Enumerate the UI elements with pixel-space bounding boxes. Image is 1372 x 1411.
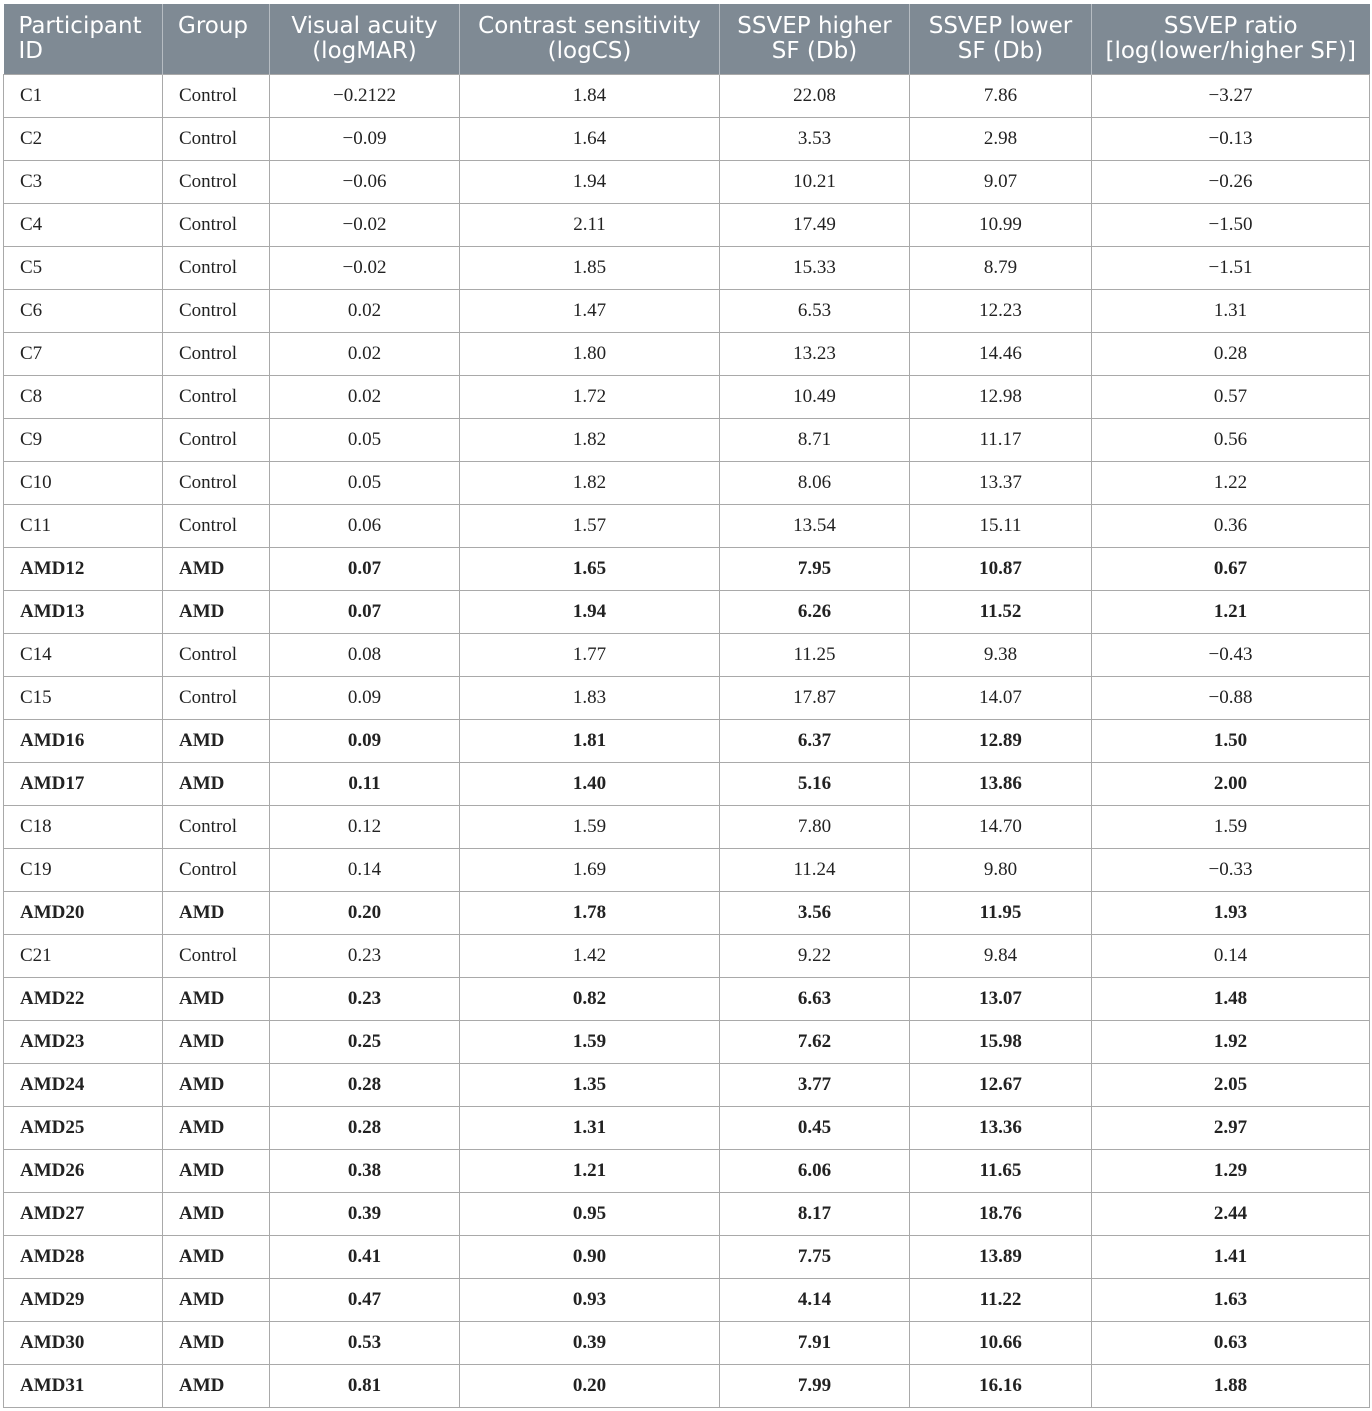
cell-ssvep-higher-sf: 17.49 [720, 203, 910, 246]
cell-contrast-sensitivity: 1.72 [460, 375, 720, 418]
header-ssvep-ratio: SSVEP ratio [log(lower/higher SF)] [1092, 4, 1370, 74]
cell-ssvep-lower-sf: 12.67 [910, 1063, 1092, 1106]
table-row [4, 1364, 1370, 1407]
cell-participant-id: AMD28 [4, 1235, 163, 1278]
cell-visual-acuity: 0.06 [270, 504, 460, 547]
cell-visual-acuity: 0.12 [270, 805, 460, 848]
cell-group: AMD [163, 1063, 270, 1106]
cell-contrast-sensitivity: 1.65 [460, 547, 720, 590]
cell-ssvep-lower-sf: 11.52 [910, 590, 1092, 633]
cell-contrast-sensitivity: 0.82 [460, 977, 720, 1020]
cell-contrast-sensitivity: 0.93 [460, 1278, 720, 1321]
cell-ssvep-higher-sf: 7.80 [720, 805, 910, 848]
table-row [4, 1063, 1370, 1106]
cell-ssvep-ratio: 1.41 [1092, 1235, 1370, 1278]
cell-participant-id: C19 [4, 848, 163, 891]
cell-ssvep-higher-sf: 8.17 [720, 1192, 910, 1235]
cell-visual-acuity: 0.81 [270, 1364, 460, 1407]
cell-ssvep-higher-sf: 9.22 [720, 934, 910, 977]
cell-ssvep-ratio: 1.59 [1092, 805, 1370, 848]
cell-participant-id: C1 [4, 74, 163, 117]
table-row [4, 1149, 1370, 1192]
cell-ssvep-higher-sf: 0.45 [720, 1106, 910, 1149]
table-row [4, 891, 1370, 934]
table-row [4, 977, 1370, 1020]
cell-participant-id: C21 [4, 934, 163, 977]
cell-participant-id: C11 [4, 504, 163, 547]
header-ssvep-lower-sf: SSVEP lower SF (Db) [910, 4, 1092, 74]
cell-ssvep-ratio: 0.14 [1092, 934, 1370, 977]
cell-group: AMD [163, 1106, 270, 1149]
cell-ssvep-higher-sf: 10.49 [720, 375, 910, 418]
cell-contrast-sensitivity: 1.82 [460, 461, 720, 504]
table-row [4, 1192, 1370, 1235]
cell-group: AMD [163, 891, 270, 934]
cell-ssvep-higher-sf: 11.24 [720, 848, 910, 891]
cell-ssvep-ratio: 1.63 [1092, 1278, 1370, 1321]
cell-visual-acuity: −0.06 [270, 160, 460, 203]
table-row [4, 547, 1370, 590]
cell-ssvep-lower-sf: 9.80 [910, 848, 1092, 891]
cell-ssvep-lower-sf: 12.89 [910, 719, 1092, 762]
table-row [4, 246, 1370, 289]
cell-visual-acuity: −0.02 [270, 203, 460, 246]
cell-ssvep-ratio: 0.57 [1092, 375, 1370, 418]
table-row [4, 1106, 1370, 1149]
cell-visual-acuity: 0.20 [270, 891, 460, 934]
cell-contrast-sensitivity: 1.82 [460, 418, 720, 461]
cell-visual-acuity: 0.38 [270, 1149, 460, 1192]
cell-contrast-sensitivity: 1.42 [460, 934, 720, 977]
cell-ssvep-lower-sf: 2.98 [910, 117, 1092, 160]
cell-group: Control [163, 332, 270, 375]
cell-participant-id: AMD16 [4, 719, 163, 762]
cell-ssvep-lower-sf: 9.07 [910, 160, 1092, 203]
table-row [4, 590, 1370, 633]
cell-ssvep-lower-sf: 18.76 [910, 1192, 1092, 1235]
cell-ssvep-higher-sf: 6.63 [720, 977, 910, 1020]
cell-ssvep-higher-sf: 6.06 [720, 1149, 910, 1192]
cell-ssvep-lower-sf: 13.89 [910, 1235, 1092, 1278]
cell-participant-id: AMD13 [4, 590, 163, 633]
table-row [4, 375, 1370, 418]
table-row [4, 676, 1370, 719]
cell-visual-acuity: 0.05 [270, 418, 460, 461]
cell-visual-acuity: 0.07 [270, 590, 460, 633]
cell-ssvep-lower-sf: 11.65 [910, 1149, 1092, 1192]
table-row [4, 418, 1370, 461]
cell-contrast-sensitivity: 1.80 [460, 332, 720, 375]
cell-visual-acuity: 0.05 [270, 461, 460, 504]
cell-ssvep-ratio: −0.43 [1092, 633, 1370, 676]
cell-participant-id: AMD12 [4, 547, 163, 590]
cell-participant-id: AMD20 [4, 891, 163, 934]
cell-ssvep-higher-sf: 7.91 [720, 1321, 910, 1364]
cell-ssvep-lower-sf: 14.46 [910, 332, 1092, 375]
cell-ssvep-higher-sf: 6.37 [720, 719, 910, 762]
cell-participant-id: AMD27 [4, 1192, 163, 1235]
cell-contrast-sensitivity: 1.83 [460, 676, 720, 719]
cell-ssvep-ratio: −0.26 [1092, 160, 1370, 203]
cell-ssvep-lower-sf: 9.38 [910, 633, 1092, 676]
cell-contrast-sensitivity: 1.69 [460, 848, 720, 891]
cell-contrast-sensitivity: 0.95 [460, 1192, 720, 1235]
participant-table [3, 4, 1370, 1408]
cell-ssvep-higher-sf: 13.23 [720, 332, 910, 375]
cell-ssvep-lower-sf: 10.66 [910, 1321, 1092, 1364]
cell-visual-acuity: 0.02 [270, 289, 460, 332]
cell-ssvep-higher-sf: 11.25 [720, 633, 910, 676]
cell-contrast-sensitivity: 1.94 [460, 160, 720, 203]
cell-participant-id: C5 [4, 246, 163, 289]
cell-group: AMD [163, 762, 270, 805]
cell-participant-id: C10 [4, 461, 163, 504]
cell-ssvep-higher-sf: 6.26 [720, 590, 910, 633]
cell-ssvep-higher-sf: 8.71 [720, 418, 910, 461]
cell-group: AMD [163, 547, 270, 590]
table-row [4, 504, 1370, 547]
cell-ssvep-ratio: −3.27 [1092, 74, 1370, 117]
cell-contrast-sensitivity: 1.84 [460, 74, 720, 117]
cell-group: AMD [163, 1278, 270, 1321]
table-row [4, 117, 1370, 160]
cell-ssvep-ratio: −1.50 [1092, 203, 1370, 246]
cell-group: AMD [163, 1192, 270, 1235]
cell-ssvep-ratio: 2.05 [1092, 1063, 1370, 1106]
cell-contrast-sensitivity: 0.20 [460, 1364, 720, 1407]
cell-ssvep-lower-sf: 13.37 [910, 461, 1092, 504]
cell-ssvep-higher-sf: 3.77 [720, 1063, 910, 1106]
cell-group: Control [163, 74, 270, 117]
cell-ssvep-ratio: 1.31 [1092, 289, 1370, 332]
table-row [4, 289, 1370, 332]
cell-group: AMD [163, 590, 270, 633]
cell-ssvep-higher-sf: 7.75 [720, 1235, 910, 1278]
cell-visual-acuity: 0.41 [270, 1235, 460, 1278]
cell-ssvep-ratio: −0.33 [1092, 848, 1370, 891]
cell-participant-id: C18 [4, 805, 163, 848]
cell-group: Control [163, 160, 270, 203]
cell-visual-acuity: 0.09 [270, 719, 460, 762]
table-row [4, 1235, 1370, 1278]
cell-ssvep-higher-sf: 8.06 [720, 461, 910, 504]
cell-participant-id: C9 [4, 418, 163, 461]
cell-ssvep-lower-sf: 13.86 [910, 762, 1092, 805]
cell-ssvep-higher-sf: 7.99 [720, 1364, 910, 1407]
cell-group: Control [163, 117, 270, 160]
cell-ssvep-higher-sf: 13.54 [720, 504, 910, 547]
cell-visual-acuity: 0.28 [270, 1106, 460, 1149]
cell-participant-id: C2 [4, 117, 163, 160]
cell-ssvep-ratio: 0.63 [1092, 1321, 1370, 1364]
cell-group: Control [163, 375, 270, 418]
cell-group: AMD [163, 1149, 270, 1192]
cell-visual-acuity: −0.02 [270, 246, 460, 289]
cell-visual-acuity: 0.07 [270, 547, 460, 590]
cell-ssvep-ratio: 0.28 [1092, 332, 1370, 375]
header-ssvep-higher-sf: SSVEP higher SF (Db) [720, 4, 910, 74]
cell-ssvep-higher-sf: 3.53 [720, 117, 910, 160]
cell-group: Control [163, 289, 270, 332]
cell-ssvep-lower-sf: 12.98 [910, 375, 1092, 418]
cell-visual-acuity: 0.14 [270, 848, 460, 891]
cell-participant-id: C6 [4, 289, 163, 332]
cell-ssvep-ratio: 1.88 [1092, 1364, 1370, 1407]
table-row [4, 1278, 1370, 1321]
cell-contrast-sensitivity: 1.59 [460, 805, 720, 848]
cell-ssvep-higher-sf: 7.62 [720, 1020, 910, 1063]
table-row [4, 633, 1370, 676]
cell-ssvep-ratio: 1.29 [1092, 1149, 1370, 1192]
table-row [4, 160, 1370, 203]
cell-ssvep-ratio: 0.56 [1092, 418, 1370, 461]
cell-participant-id: AMD17 [4, 762, 163, 805]
cell-ssvep-ratio: −1.51 [1092, 246, 1370, 289]
cell-ssvep-lower-sf: 11.17 [910, 418, 1092, 461]
cell-ssvep-lower-sf: 13.07 [910, 977, 1092, 1020]
table-row [4, 74, 1370, 117]
table-body [4, 74, 1370, 1407]
cell-contrast-sensitivity: 1.64 [460, 117, 720, 160]
cell-ssvep-lower-sf: 13.36 [910, 1106, 1092, 1149]
cell-contrast-sensitivity: 1.81 [460, 719, 720, 762]
cell-visual-acuity: 0.28 [270, 1063, 460, 1106]
header-group: Group [163, 4, 270, 74]
cell-visual-acuity: 0.02 [270, 375, 460, 418]
table-row [4, 461, 1370, 504]
cell-ssvep-lower-sf: 14.70 [910, 805, 1092, 848]
cell-visual-acuity: 0.25 [270, 1020, 460, 1063]
cell-ssvep-ratio: 1.50 [1092, 719, 1370, 762]
cell-ssvep-lower-sf: 11.22 [910, 1278, 1092, 1321]
cell-ssvep-lower-sf: 8.79 [910, 246, 1092, 289]
cell-visual-acuity: 0.02 [270, 332, 460, 375]
cell-contrast-sensitivity: 1.85 [460, 246, 720, 289]
cell-participant-id: AMD22 [4, 977, 163, 1020]
cell-group: Control [163, 633, 270, 676]
cell-participant-id: AMD29 [4, 1278, 163, 1321]
cell-contrast-sensitivity: 0.39 [460, 1321, 720, 1364]
cell-participant-id: AMD26 [4, 1149, 163, 1192]
cell-group: AMD [163, 1321, 270, 1364]
table-row [4, 805, 1370, 848]
cell-visual-acuity: 0.11 [270, 762, 460, 805]
cell-ssvep-ratio: 1.22 [1092, 461, 1370, 504]
cell-visual-acuity: 0.23 [270, 977, 460, 1020]
cell-participant-id: C15 [4, 676, 163, 719]
cell-group: AMD [163, 977, 270, 1020]
cell-ssvep-ratio: 2.00 [1092, 762, 1370, 805]
header-participant-id: Participant ID [4, 4, 163, 74]
cell-participant-id: AMD25 [4, 1106, 163, 1149]
cell-contrast-sensitivity: 1.78 [460, 891, 720, 934]
cell-group: Control [163, 418, 270, 461]
table-row [4, 719, 1370, 762]
cell-group: Control [163, 676, 270, 719]
cell-visual-acuity: 0.53 [270, 1321, 460, 1364]
cell-group: Control [163, 461, 270, 504]
cell-contrast-sensitivity: 0.90 [460, 1235, 720, 1278]
cell-visual-acuity: 0.09 [270, 676, 460, 719]
cell-group: Control [163, 848, 270, 891]
cell-group: AMD [163, 719, 270, 762]
table-row [4, 203, 1370, 246]
cell-contrast-sensitivity: 1.35 [460, 1063, 720, 1106]
cell-ssvep-higher-sf: 6.53 [720, 289, 910, 332]
cell-ssvep-ratio: 1.48 [1092, 977, 1370, 1020]
cell-visual-acuity: 0.08 [270, 633, 460, 676]
cell-group: Control [163, 246, 270, 289]
cell-ssvep-ratio: 2.44 [1092, 1192, 1370, 1235]
cell-ssvep-ratio: 1.92 [1092, 1020, 1370, 1063]
table-row [4, 934, 1370, 977]
header-row [4, 4, 1370, 74]
cell-participant-id: C4 [4, 203, 163, 246]
cell-ssvep-ratio: 0.67 [1092, 547, 1370, 590]
cell-visual-acuity: −0.09 [270, 117, 460, 160]
cell-contrast-sensitivity: 1.94 [460, 590, 720, 633]
cell-participant-id: AMD23 [4, 1020, 163, 1063]
cell-ssvep-higher-sf: 10.21 [720, 160, 910, 203]
cell-ssvep-lower-sf: 12.23 [910, 289, 1092, 332]
cell-ssvep-lower-sf: 15.11 [910, 504, 1092, 547]
cell-group: Control [163, 805, 270, 848]
header-contrast-sensitivity: Contrast sensitivity (logCS) [460, 4, 720, 74]
cell-ssvep-lower-sf: 9.84 [910, 934, 1092, 977]
cell-ssvep-lower-sf: 10.99 [910, 203, 1092, 246]
cell-visual-acuity: 0.47 [270, 1278, 460, 1321]
cell-ssvep-lower-sf: 7.86 [910, 74, 1092, 117]
cell-ssvep-ratio: 2.97 [1092, 1106, 1370, 1149]
cell-participant-id: AMD30 [4, 1321, 163, 1364]
cell-ssvep-lower-sf: 11.95 [910, 891, 1092, 934]
cell-participant-id: AMD24 [4, 1063, 163, 1106]
cell-group: AMD [163, 1020, 270, 1063]
cell-contrast-sensitivity: 1.40 [460, 762, 720, 805]
cell-ssvep-lower-sf: 10.87 [910, 547, 1092, 590]
cell-group: Control [163, 203, 270, 246]
cell-participant-id: C7 [4, 332, 163, 375]
cell-ssvep-lower-sf: 16.16 [910, 1364, 1092, 1407]
cell-participant-id: C8 [4, 375, 163, 418]
cell-ssvep-higher-sf: 15.33 [720, 246, 910, 289]
table-row [4, 848, 1370, 891]
cell-ssvep-ratio: 1.21 [1092, 590, 1370, 633]
cell-contrast-sensitivity: 1.59 [460, 1020, 720, 1063]
cell-ssvep-lower-sf: 15.98 [910, 1020, 1092, 1063]
cell-ssvep-lower-sf: 14.07 [910, 676, 1092, 719]
table-row [4, 1020, 1370, 1063]
cell-ssvep-ratio: 1.93 [1092, 891, 1370, 934]
cell-ssvep-higher-sf: 3.56 [720, 891, 910, 934]
cell-contrast-sensitivity: 1.77 [460, 633, 720, 676]
cell-ssvep-higher-sf: 4.14 [720, 1278, 910, 1321]
cell-group: Control [163, 934, 270, 977]
cell-group: AMD [163, 1364, 270, 1407]
cell-group: AMD [163, 1235, 270, 1278]
cell-ssvep-higher-sf: 17.87 [720, 676, 910, 719]
cell-contrast-sensitivity: 1.57 [460, 504, 720, 547]
cell-ssvep-ratio: −0.88 [1092, 676, 1370, 719]
cell-participant-id: C3 [4, 160, 163, 203]
cell-group: Control [163, 504, 270, 547]
cell-contrast-sensitivity: 2.11 [460, 203, 720, 246]
cell-visual-acuity: −0.2122 [270, 74, 460, 117]
cell-contrast-sensitivity: 1.31 [460, 1106, 720, 1149]
table-row [4, 1321, 1370, 1364]
cell-ssvep-higher-sf: 22.08 [720, 74, 910, 117]
cell-visual-acuity: 0.23 [270, 934, 460, 977]
cell-ssvep-higher-sf: 5.16 [720, 762, 910, 805]
cell-participant-id: C14 [4, 633, 163, 676]
cell-contrast-sensitivity: 1.21 [460, 1149, 720, 1192]
table-row [4, 762, 1370, 805]
cell-ssvep-higher-sf: 7.95 [720, 547, 910, 590]
cell-ssvep-ratio: 0.36 [1092, 504, 1370, 547]
header-visual-acuity: Visual acuity (logMAR) [270, 4, 460, 74]
table-row [4, 332, 1370, 375]
cell-ssvep-ratio: −0.13 [1092, 117, 1370, 160]
cell-visual-acuity: 0.39 [270, 1192, 460, 1235]
cell-contrast-sensitivity: 1.47 [460, 289, 720, 332]
cell-participant-id: AMD31 [4, 1364, 163, 1407]
